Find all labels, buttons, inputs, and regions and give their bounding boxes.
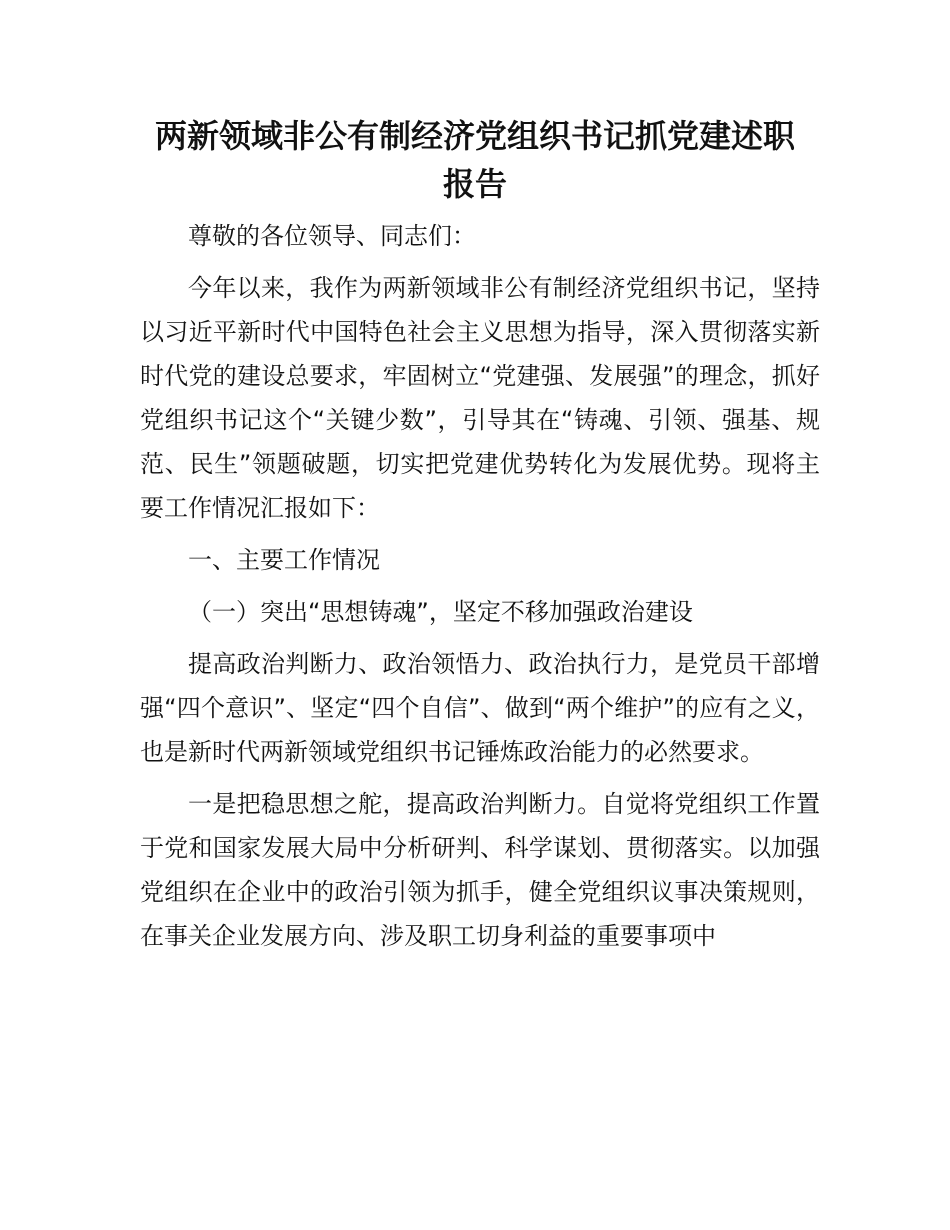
document-body (140, 214, 820, 966)
intro-paragraph: 今年以来，我作为两新领域非公有制经济党组织书记，坚持以习近平新时代中国特色社会主义思想为指导，深入贯彻落实新时代党的建设总要求，牢固树立“党建强、发展强”的理念，抓好党组织书记这个“关键少数”，引导其在“铸魂、引领、强基、规范、民生”领题破题，切实把党建优势转化为发展优势。现将主要工作情况汇报如下： (140, 274, 820, 522)
body-paragraph: 提高政治判断力、政治领悟力、政治执行力，是党员干部增强“四个意识”、坚定“四个自信”、做到“两个维护”的应有之义，也是新时代两新领域党组织书记锤炼政治能力的必然要求。 (140, 650, 820, 766)
document-title: 两新领域非公有制经济党组织书记抓党建述职报告 (154, 117, 795, 203)
section-heading: 一、主要工作情况 (188, 546, 380, 574)
salutation-paragraph: 尊敬的各位领导、同志们： (188, 222, 476, 250)
body-paragraph: 一是把稳思想之舵，提高政治判断力。自觉将党组织工作置于党和国家发展大局中分析研判、科学谋划、贯彻落实。以加强党组织在企业中的政治引领为抓手，健全党组织议事决策规则，在事关企业发展方向、涉及职工切身利益的重要事项中 (140, 790, 820, 950)
subsection-heading: （一）突出“思想铸魂”，坚定不移加强政治建设 (188, 598, 693, 626)
